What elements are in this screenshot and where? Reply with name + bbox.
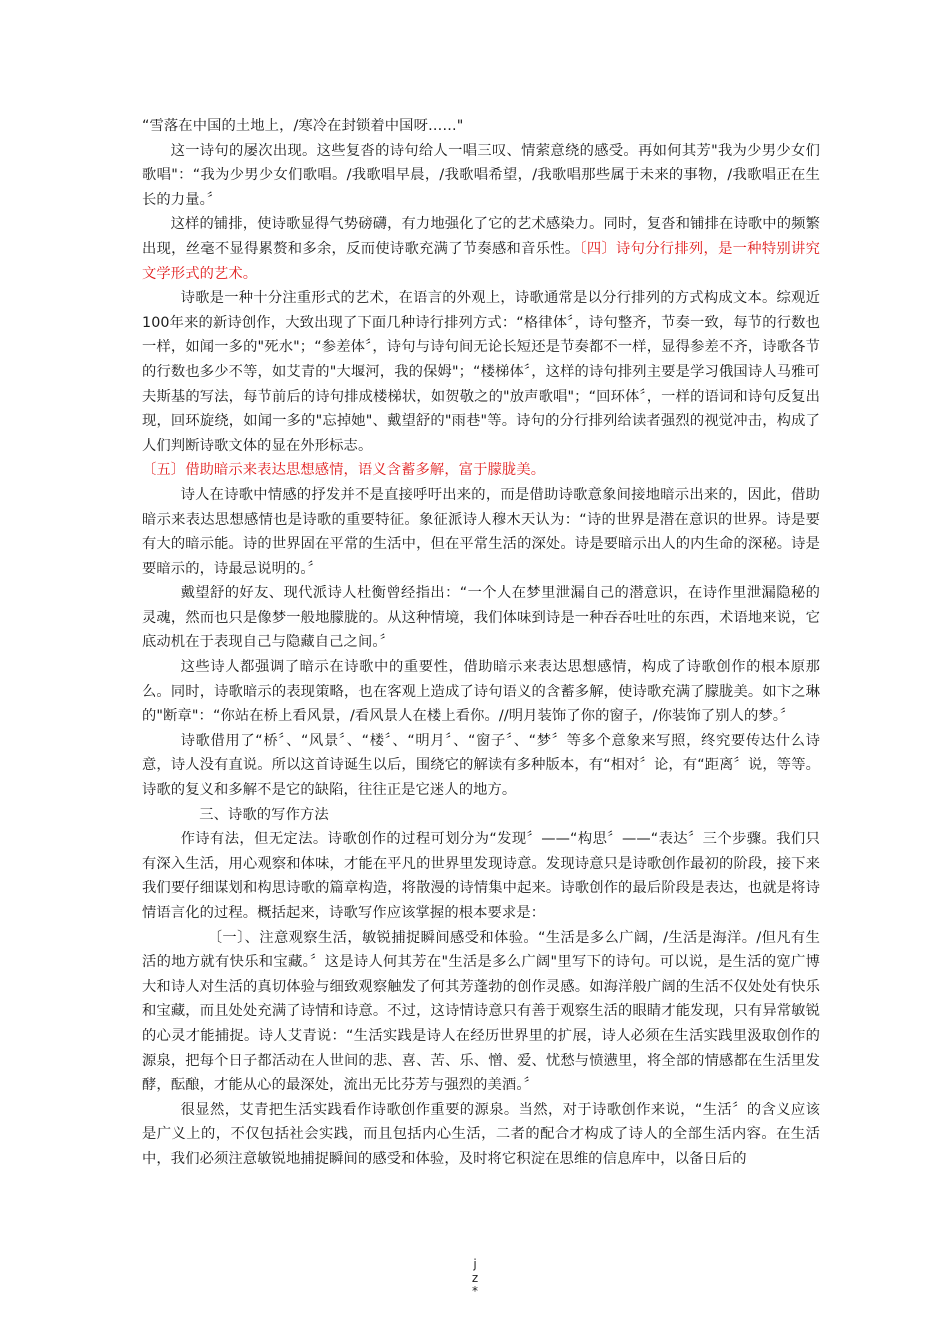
paragraph: 诗歌借用了“桥〞、“风景〞、“楼〞、“明月〞、“窗子〞、“梦〞等多个意象来写照，终究要传达什么诗意，诗人没有直说。所以这首诗诞生以后，围绕它的解读有多种版本，有“相对〞论，有“距离〞说，等等。诗歌的复义和多解不是它的缺陷，往往正是它迷人的地方。: [142, 732, 820, 799]
paragraph: [142, 212, 820, 286]
paragraph: 〔一〕、注意观察生活，敏锐捕捉瞬间感受和体验。“生活是多么广阔，/生活是海洋。/但凡有生活的地方就有快乐和宝藏。〞这是诗人何其芳在"生活是多么广阔"里写下的诗句。可以说，是生活的宽广博大和诗人对生活的真切体验与细致观察触发了何其芳蓬勃的创作灵感。如海洋般广阔的生活不仅处处有快乐和宝藏，而且处处充满了诗情和诗意。不过，这诗情诗意只有善于观察生活的眼睛才能发现，只有异常敏锐的心灵才能捕捉。诗人艾青说：“生活实践是诗人在经历世界里的扩展，诗人必须在生活实践里汲取创作的源泉，把每个日子都活动在人世间的悲、喜、苦、乐、憎、爱、忧愁与愤懑里，将全部的情感都在生活里发酵，酝酿，才能从心的最深处，流出无比芬芳与强烈的美酒。〞: [142, 929, 820, 1094]
paragraph-text: 这样的铺排，使诗歌显得气势磅礴，有力地强化了它的艺术感染力。同时，复沓和铺排在诗歌中的频繁出现，丝毫不显得累赘和多余，反而使诗歌充满了节奏感和音乐性。: [142, 216, 820, 257]
paragraph: 这些诗人都强调了暗示在诗歌中的重要性，借助暗示来表达思想感情，构成了诗歌创作的根本原那么。同时，诗歌暗示的表现策略，也在客观上造成了诗句语义的含蓄多解，使诗歌充满了朦胧美。如卞之琳的"断章"：“你站在桥上看风景，/看风景人在楼上看你。//明月装饰了你的窗子，/你装饰了别人的梦。〞: [142, 659, 820, 725]
paragraph: 戴望舒的好友、现代派诗人杜衡曾经指出：“一个人在梦里泄漏自己的潜意识，在诗作里泄漏隐秘的灵魂，然而也只是像梦一般地朦胧的。从这种情境，我们体味到诗是一种吞吞吐吐的东西，术语地来说，它底动机在于表现自己与隐藏自己之间。〞: [142, 585, 820, 651]
paragraph: 诗歌是一种十分注重形式的艺术，在语言的外观上，诗歌通常是以分行排列的方式构成文本。综观近100年来的新诗创作，大致出现了下面几种诗行排列方式：“格律体〞，诗句整齐，节奏一致，每节的行数也一样，如闻一多的"死水"；“参差体〞，诗句与诗句间无论长短还是节奏都不一样，显得参差不齐，诗歌各节的行数也多少不等，如艾青的"大堰河，我的保姆"；“楼梯体〞，这样的诗句排列主要是学习俄国诗人马雅可夫斯基的写法，每节前后的诗句排成楼梯状，如贺敬之的"放声歌唱"；“回环体〞，一样的语词和诗句反复出现，回环旋绕，如闻一多的"忘掉她"、戴望舒的"雨巷"等。诗句的分行排列给读者强烈的视觉冲击，构成了人们判断诗歌文体的显在外形标志。: [142, 290, 820, 454]
section-heading-3: 三、诗歌的写作方法: [199, 806, 329, 823]
paragraph: 作诗有法，但无定法。诗歌创作的过程可划分为“发现〞——“构思〞——“表达〞三个步骤。我们只有深入生活，用心观察和体味，才能在平凡的世界里发现诗意。发现诗意只是诗歌创作最初的阶段，接下来我们要仔细谋划和构思诗歌的篇章构造，将散漫的诗情集中起来。诗歌创作的最后阶段是表达，也就是将诗情语言化的过程。概括起来，诗歌写作应该掌握的根本要求是：: [142, 831, 820, 921]
footer-char: *: [472, 1284, 478, 1298]
footer-char: j: [473, 1257, 477, 1271]
document-body: [142, 114, 820, 1172]
paragraph: 很显然，艾青把生活实践看作诗歌创作重要的源泉。当然，对于诗歌创作来说，“生活〞的含义应该是广义上的，不仅包括社会实践，而且包括内心生活，二者的配合才构成了诗人的全部生活内容。在生活中，我们必须注意敏锐地捕捉瞬间的感受和体验，及时将它积淀在思维的信息库中，以备日后的: [142, 1101, 820, 1167]
poem-quote: “雪落在中国的土地上，/寒冷在封锁着中国呀……": [142, 118, 464, 134]
paragraph: 诗人在诗歌中情感的抒发并不是直接呼吁出来的，而是借助诗歌意象间接地暗示出来的，因此，借助暗示来表达思想感情也是诗歌的重要特征。象征派诗人穆木天认为：“诗的世界是潜在意识的世界。诗是要有大的暗示能。诗的世界固在平常的生活中，但在平常生活的深处。诗是要暗示出人的内生命的深秘。诗是要暗示的，诗最忌说明的。〞: [142, 486, 820, 577]
footer-char: z: [471, 1270, 479, 1285]
page-footer: [468, 1258, 482, 1299]
section-heading-5: 〔五〕借助暗示来表达思想感情，语义含蓄多解，富于朦胧美。: [142, 462, 546, 479]
section-heading-4: 〔四〕诗句分行排列，是一种特别讲究文学形式的艺术。: [142, 240, 820, 282]
paragraph: 这一诗句的屡次出现。这些复沓的诗句给人一唱三叹、情萦意绕的感受。再如何其芳"我为少男少女们歌唱"：“我为少男少女们歌唱。/我歌唱早晨，/我歌唱希望，/我歌唱那些属于未来的事物，/我歌唱正在生长的力量。〞: [142, 142, 820, 208]
